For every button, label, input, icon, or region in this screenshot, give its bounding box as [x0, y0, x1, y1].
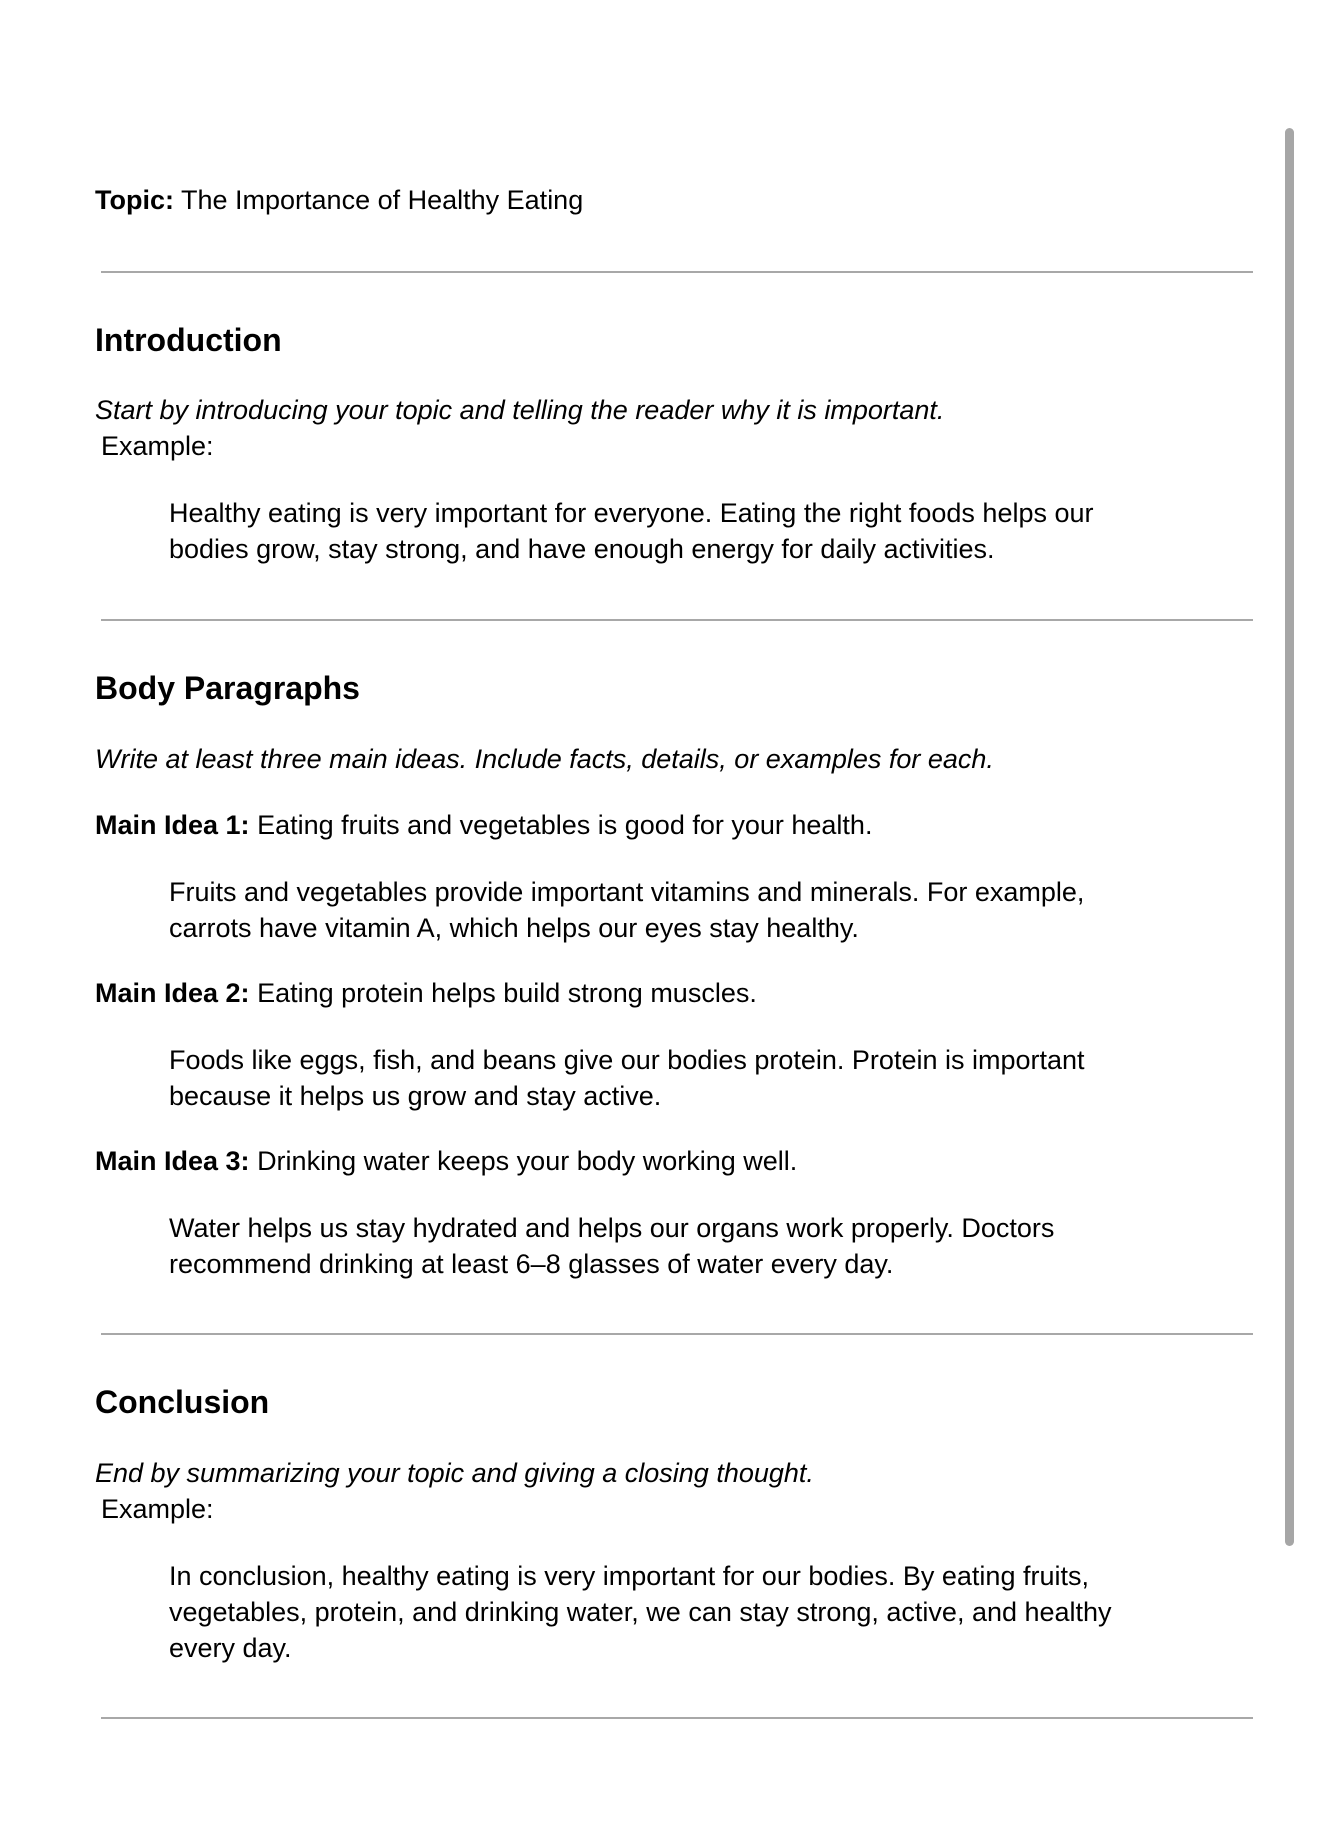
- example-line: bodies grow, stay strong, and have enough energy for daily activities.: [169, 534, 995, 564]
- main-idea-2: [95, 975, 757, 1011]
- example-line: In conclusion, healthy eating is very important for our bodies. By eating fruits,: [169, 1561, 1089, 1591]
- detail-line: Fruits and vegetables provide important vitamins and minerals. For example,: [169, 877, 1085, 907]
- main-idea-text: Drinking water keeps your body working well.: [257, 1146, 798, 1176]
- conclusion-heading: Conclusion: [95, 1384, 270, 1420]
- main-idea-label: Main Idea 1:: [95, 810, 250, 840]
- main-idea-3: [95, 1143, 797, 1179]
- detail-line: because it helps us grow and stay active.: [169, 1081, 662, 1111]
- introduction-heading: Introduction: [95, 322, 282, 358]
- main-idea-1-detail: [169, 874, 1169, 946]
- example-line: Healthy eating is very important for everyone. Eating the right foods helps our: [169, 498, 1094, 528]
- topic-line: [95, 182, 583, 218]
- main-idea-label: Main Idea 2:: [95, 978, 250, 1008]
- introduction-example-label: Example:: [101, 431, 214, 461]
- main-idea-label: Main Idea 3:: [95, 1146, 250, 1176]
- body-instruction: Write at least three main ideas. Include facts, details, or examples for each.: [95, 744, 994, 774]
- divider: [101, 1333, 1253, 1335]
- example-line: vegetables, protein, and drinking water, we can stay strong, active, and healthy: [169, 1597, 1112, 1627]
- topic-value: The Importance of Healthy Eating: [181, 185, 584, 215]
- conclusion-example-label: Example:: [101, 1494, 214, 1524]
- introduction-example: [169, 495, 1169, 567]
- divider: [101, 1717, 1253, 1719]
- main-idea-2-detail: [169, 1042, 1169, 1114]
- main-idea-text: Eating fruits and vegetables is good for your health.: [257, 810, 873, 840]
- detail-line: recommend drinking at least 6–8 glasses of water every day.: [169, 1249, 894, 1279]
- body-heading: Body Paragraphs: [95, 670, 360, 706]
- vertical-scrollbar[interactable]: [1285, 128, 1294, 1546]
- detail-line: carrots have vitamin A, which helps our eyes stay healthy.: [169, 913, 859, 943]
- introduction-instruction: Start by introducing your topic and telling the reader why it is important.: [95, 395, 945, 425]
- main-idea-1: [95, 807, 872, 843]
- conclusion-instruction: End by summarizing your topic and giving a closing thought.: [95, 1458, 814, 1488]
- divider: [101, 619, 1253, 621]
- main-idea-text: Eating protein helps build strong muscles.: [257, 978, 757, 1008]
- main-idea-3-detail: [169, 1210, 1169, 1282]
- topic-label: Topic:: [95, 185, 174, 215]
- divider: [101, 271, 1253, 273]
- example-line: every day.: [169, 1633, 292, 1663]
- conclusion-example: [169, 1558, 1169, 1666]
- detail-line: Water helps us stay hydrated and helps our organs work properly. Doctors: [169, 1213, 1055, 1243]
- detail-line: Foods like eggs, fish, and beans give our bodies protein. Protein is important: [169, 1045, 1085, 1075]
